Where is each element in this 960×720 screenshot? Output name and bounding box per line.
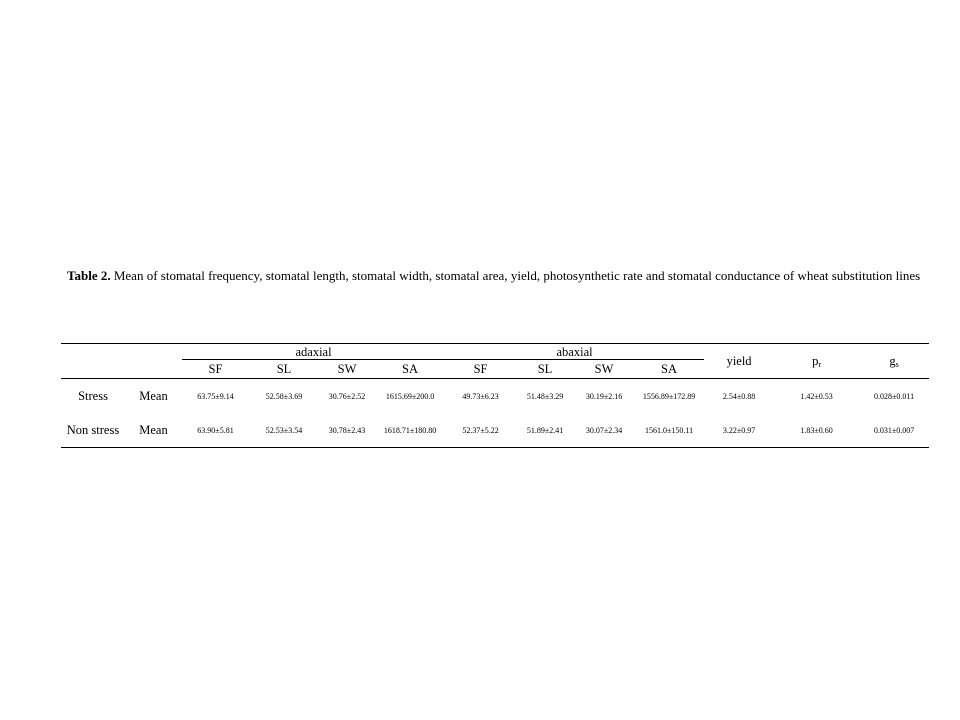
data-table-container bbox=[61, 343, 915, 448]
row-statistic: Mean bbox=[139, 388, 168, 403]
caption-label: Table 2. bbox=[67, 268, 111, 283]
group-abaxial: abaxial bbox=[445, 344, 704, 360]
table-cell: 1556.89±172.89 bbox=[642, 391, 696, 401]
col-yield: yield bbox=[704, 344, 774, 379]
col-adaxial-sa: SA bbox=[375, 360, 445, 379]
table-cell: 30.19±2.16 bbox=[585, 391, 623, 401]
stomatal-table bbox=[61, 343, 929, 448]
col-abaxial-sl: SL bbox=[516, 360, 574, 379]
caption-text: Mean of stomatal frequency, stomatal length, stomatal width, stomatal area, yield, photosynthetic rate and stomatal conductance of wheat substitution lines bbox=[110, 268, 921, 283]
table-cell: 1615.69±200.0 bbox=[385, 391, 435, 401]
row-condition: Non stress bbox=[61, 413, 125, 448]
table-row-non-stress bbox=[61, 413, 929, 448]
col-adaxial-sl: SL bbox=[249, 360, 319, 379]
table-cell: 30.07±2.34 bbox=[574, 413, 634, 448]
table-cell: 3.22±0.97 bbox=[704, 413, 774, 448]
table-cell: 52.58±3.69 bbox=[265, 391, 303, 401]
table-cell: 0.031±0.007 bbox=[859, 413, 929, 448]
col-adaxial-sf: SF bbox=[182, 360, 249, 379]
col-photosynthetic-rate: $p_r$ bbox=[774, 344, 859, 379]
group-header-row bbox=[61, 344, 929, 360]
group-adaxial: adaxial bbox=[182, 344, 445, 360]
col-abaxial-sa: SA bbox=[634, 360, 704, 379]
table-cell: 51.48±3.29 bbox=[526, 391, 564, 401]
col-abaxial-sw: SW bbox=[574, 360, 634, 379]
table-cell: 1618.71±180.80 bbox=[375, 413, 445, 448]
table-cell: 1.42±0.53 bbox=[800, 391, 833, 401]
row-condition: Stress bbox=[78, 389, 108, 403]
table-row-stress bbox=[61, 379, 929, 414]
table-cell: 49.73±6.23 bbox=[462, 391, 499, 401]
table-caption bbox=[67, 257, 927, 294]
row-statistic: Mean bbox=[125, 413, 182, 448]
table-cell: 1.83±0.60 bbox=[774, 413, 859, 448]
col-stomatal-conductance: $g_s$ bbox=[859, 344, 929, 379]
table-cell: 51.89±2.41 bbox=[516, 413, 574, 448]
table-cell: 30.78±2.43 bbox=[319, 413, 375, 448]
table-cell: 63.75±9.14 bbox=[197, 391, 234, 401]
table-cell: 2.54±0.88 bbox=[722, 391, 756, 401]
table-cell: 52.53±3.54 bbox=[249, 413, 319, 448]
table-cell: 0.028±0.011 bbox=[874, 391, 915, 401]
table-cell: 63.90±5.81 bbox=[182, 413, 249, 448]
col-abaxial-sf: SF bbox=[445, 360, 516, 379]
table-cell: 1561.0±150.11 bbox=[634, 413, 704, 448]
table-cell: 52.37±5.22 bbox=[445, 413, 516, 448]
table-cell: 30.76±2.52 bbox=[328, 391, 366, 401]
col-adaxial-sw: SW bbox=[319, 360, 375, 379]
